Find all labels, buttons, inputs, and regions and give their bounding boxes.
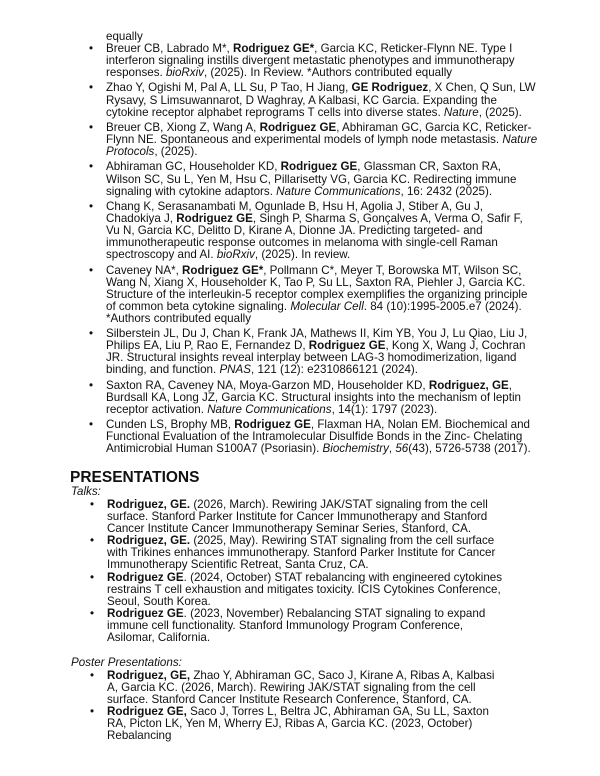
author-highlight: Rodriguez GE xyxy=(280,160,358,174)
author-highlight: Rodriguez GE* xyxy=(182,263,264,277)
bullet-icon: • xyxy=(89,81,94,95)
author-highlight: Rodriguez GE* xyxy=(232,42,315,55)
bullet-icon: • xyxy=(90,570,95,584)
list-item xyxy=(90,606,502,645)
citation-text: , 121 (12): e2310866121 (2024). xyxy=(251,363,418,377)
citation-text: , Kong X, Wang J, Cochran JR. Structural insights reveal interplay between LAG-3 homodimerization, ligand binding, and function. xyxy=(106,339,526,377)
bullet-icon: • xyxy=(90,705,95,719)
list-item xyxy=(89,327,538,377)
list-item xyxy=(90,498,502,536)
citation-text: (2025, May). Rewiring STAT signaling from the cell surface with Trikines enhances immunotherapy. Stanford Parker Institute for Cancer Immunotherapy Scientific Retreat, Santa Cruz, CA. xyxy=(107,534,496,572)
author-highlight: Rodriguez GE xyxy=(176,211,253,225)
list-item xyxy=(89,160,538,198)
author-highlight: Rodriguez, GE. xyxy=(107,498,191,511)
poster-presentations-label: Poster Presentations: xyxy=(71,656,182,669)
bullet-icon: • xyxy=(90,534,95,548)
journal-name: bioRxiv xyxy=(165,66,204,80)
list-item xyxy=(90,534,502,572)
author-highlight: Rodriguez GE xyxy=(107,570,184,584)
list-item xyxy=(89,263,538,325)
author-highlight: Rodriguez GE xyxy=(234,418,311,432)
citation-text: , (2025). In Review. *Authors contributed equally xyxy=(203,66,453,80)
author-highlight: GE Rodriguez xyxy=(351,81,429,95)
citation-text: , Pollmann C*, Meyer T, Borowska MT, Wilson SC, Wang N, Xiang X, Householder K, Tao P, Su LL, Saxton RA, Piehler J, Garcia KC. Structure of the interleukin-5 receptor complex exemplifies the organizing principle of common beta cytokine signaling. xyxy=(106,263,528,313)
list-item xyxy=(89,378,538,416)
journal-name: Nature Protocols xyxy=(106,133,538,159)
section-heading-presentations: PRESENTATIONS xyxy=(70,469,200,486)
bullet-icon: • xyxy=(89,160,94,174)
citation-text: Zhao Y, Abhiraman GC, Saco J, Kirane A, Ribas A, Kalbasi A, Garcia KC. (2026, March). Rewiring JAK/STAT signaling from the cell surface. Stanford Cancer Institute Research Conference, Stanford, CA. xyxy=(107,669,495,707)
citation-text: . (2024, October) STAT rebalancing with engineered cytokines restrains T cell exhaustion and mitigates toxicity. ICIS Cytokines Conference, Seoul, South Korea. xyxy=(107,570,503,608)
citation-text: , 16: 2432 (2025). xyxy=(400,184,493,198)
citation-text: , Singh P, Sharma S, Gonçalves A, Verma O, Safir F, Vu N, Garcia KC, Delitto D, Kirane A, Dionne JA. Predicting targeted- and immunotherapeutic response outcomes in melanoma with single-cell Raman spectroscopy and AI. xyxy=(106,211,523,262)
journal-name: Nature Communications xyxy=(207,402,332,416)
list-item xyxy=(90,570,503,608)
citation-text: . (2023, November) Rebalancing STAT signaling to expand immune cell functionality. Stanford Immunology Program Conference, Asilomar, California. xyxy=(107,606,486,645)
journal-name: bioRxiv xyxy=(216,248,255,262)
author-highlight: Rodriguez GE, xyxy=(107,705,187,719)
talks-list xyxy=(90,498,503,645)
journal-name: PNAS xyxy=(219,363,252,377)
citation-text: (43), 5726-5738 (2017). xyxy=(408,442,531,456)
author-highlight: Rodriguez GE xyxy=(308,339,386,353)
citation-text: Breuer CB, Xiong Z, Wang A, xyxy=(106,120,260,134)
list-item xyxy=(89,418,538,456)
bullet-icon: • xyxy=(89,327,94,341)
citation-text: , Abhiraman GC, Garcia KC, Reticker-Flynn NE. Spontaneous and experimental models of lymph node metastasis. xyxy=(106,120,532,147)
bullet-icon: • xyxy=(89,199,94,213)
list-item xyxy=(89,120,538,159)
citation-text: Silberstein JL, Du J, Chan K, Frank JA, Mathews II, Kim YB, You J, Lu Qiao, Liu J, Philips EA, Liu P, Rao E, Fernandez D, xyxy=(106,327,528,353)
list-item xyxy=(89,199,538,262)
citation-text: , (2025). xyxy=(154,145,198,159)
bullet-icon: • xyxy=(89,120,94,134)
citation-text: , (2025). xyxy=(478,105,522,119)
citation-text: Saxton RA, Caveney NA, Moya-Garzon MD, Householder KD, xyxy=(106,378,429,392)
citation-text: , (2025). In review. xyxy=(254,248,351,262)
citation-text: Zhao Y, Ogishi M, Pal A, LL Su, P Tao, H Jiang, xyxy=(106,81,352,95)
bullet-icon: • xyxy=(90,498,95,511)
publications-list xyxy=(89,42,538,459)
citation-text: Cunden LS, Brophy MB, xyxy=(106,418,235,432)
citation-text: , Burdsall KA, Long JZ, Garcia KC. Structural insights into the mechanism of leptin receptor activation. xyxy=(106,378,521,416)
author-highlight: Rodriguez GE xyxy=(107,606,184,620)
author-highlight: Rodriguez, GE xyxy=(428,378,509,392)
author-highlight: Rodriguez, GE, xyxy=(107,669,191,682)
citation-text: , Garcia KC, Reticker-Flynn NE. Type I interferon signaling instills divergent metastatic phenotypes and immunotherapy responses. xyxy=(106,42,515,80)
author-highlight: Rodriguez GE xyxy=(259,120,337,134)
journal-name: Nature xyxy=(443,105,479,119)
bullet-icon: • xyxy=(90,669,95,682)
citation-text: Chang K, Serasanambati M, Ogunlade B, Hsu H, Agolia J, Stiber A, Gu J, Chadokiya J, xyxy=(106,199,483,225)
continued-text: equally xyxy=(106,30,143,43)
bullet-icon: • xyxy=(89,263,94,277)
bullet-icon: • xyxy=(89,378,94,392)
bullet-icon: • xyxy=(89,418,94,432)
citation-text: , xyxy=(388,442,396,456)
citation-text: . 84 (10):1995-2005.e7 (2024). *Authors contributed equally xyxy=(106,299,522,325)
journal-name: 56 xyxy=(395,442,409,456)
citation-text: (2026, March). Rewiring JAK/STAT signaling from the cell surface. Stanford Parker Institute for Cancer Immunotherapy and Stanford Cancer Institute Cancer Immunotherapy Seminar Series, Stanford, CA. xyxy=(107,498,488,536)
citation-text: Caveney NA*, xyxy=(106,263,183,277)
journal-name: Molecular Cell xyxy=(290,299,364,313)
citation-text: Saco J, Torres L, Beltra JC, Abhiraman GA, Su LL, Saxton RA, Picton LK, Yen M, Wherry EJ, Ribas A, Garcia KC. (2023, October) Rebalancing xyxy=(107,705,489,743)
citation-text: Abhiraman GC, Householder KD, xyxy=(106,160,281,174)
list-item xyxy=(90,705,502,743)
citation-text: , Glassman CR, Saxton RA, Wilson SC, Su L, Yen M, Hsu C, Pillarisetty VG, Garcia KC. Redirecting immune signaling with cytokine adaptors. xyxy=(106,160,517,198)
citation-text: , Flaxman HA, Nolan EM. Biochemical and Functional Evaluation of the Intramolecular Disulfide Bonds in the Zinc- Chelating Antimicrobial Human S100A7 (Psoriasin). xyxy=(106,418,530,456)
posters-list xyxy=(90,669,502,743)
bullet-icon: • xyxy=(90,606,95,620)
journal-name: Biochemistry xyxy=(322,442,389,456)
bullet-icon: • xyxy=(89,42,94,55)
journal-name: Nature Communications xyxy=(276,184,401,198)
citation-text: , 14(1): 1797 (2023). xyxy=(331,402,438,416)
talks-label: Talks: xyxy=(71,485,101,498)
citation-text: , X Chen, Q Sun, LW Rysavy, S Limsuwannarot, D Waghray, A Kalbasi, KC Garcia. Expanding the cytokine receptor alphabet reprograms T cells into diverse states. xyxy=(106,81,536,119)
list-item xyxy=(89,42,538,80)
citation-text: Breuer CB, Labrado M*, xyxy=(106,42,233,55)
list-item xyxy=(89,81,538,119)
list-item xyxy=(90,669,502,707)
author-highlight: Rodriguez, GE. xyxy=(107,534,191,548)
